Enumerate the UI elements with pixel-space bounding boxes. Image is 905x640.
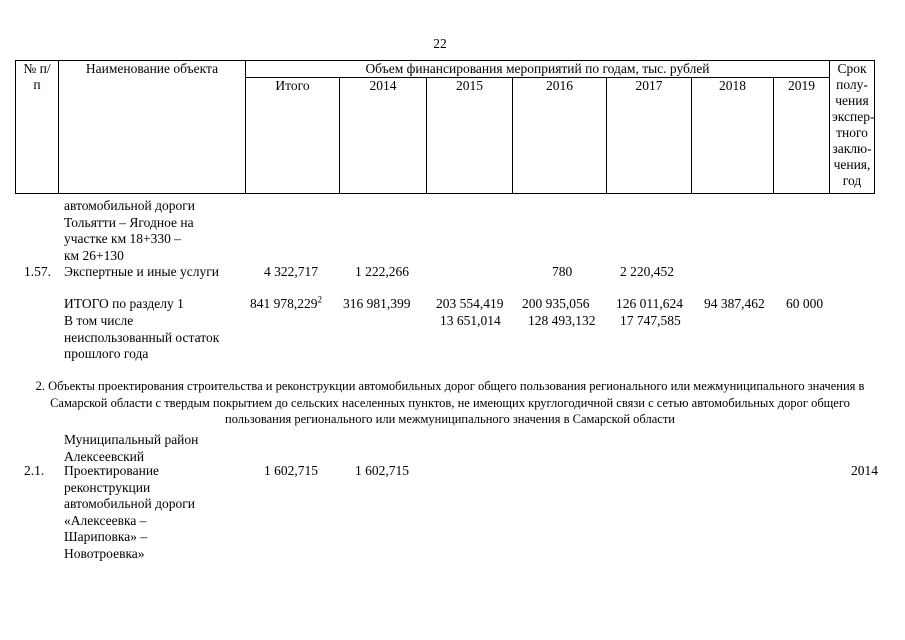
incl-row-2016: 128 493,132 — [528, 313, 596, 328]
row-157-num: 1.57. — [24, 264, 51, 279]
text-line: Тольятти – Ягодное на — [64, 214, 194, 230]
row-21-deadline: 2014 — [851, 463, 878, 478]
total-row-2014: 316 981,399 — [343, 296, 411, 311]
total-row-label: ИТОГО по разделу 1 — [64, 296, 184, 311]
header-year-2014 — [340, 78, 427, 194]
text-line: Шариповка» – — [64, 529, 148, 544]
text-line: Проектирование — [64, 463, 160, 478]
header-year-2015 — [427, 78, 513, 194]
row-157-name: Экспертные и иные услуги — [64, 264, 219, 279]
text-line: км 26+130 — [64, 247, 124, 263]
header-num-label: № п/п — [23, 61, 51, 92]
text-line: неиспользованный остаток — [64, 329, 220, 345]
text-line: автомобильной дороги — [64, 198, 195, 213]
header-funding-group — [246, 61, 830, 78]
section-2-title: 2. Объекты проектирования строительства и реконструкции автомобильных дорог общего пользования регионального или межмуниципального значения в Самарской области с твердым покрытием до сельских населенных пунктов, не имеющих круглогодичной связи с сетью автомобильных дорог общего пользования регионального или межмуниципального значения в Самарской области — [35, 379, 865, 426]
row-21-name — [64, 463, 195, 562]
year-label: 2016 — [546, 78, 573, 93]
year-label: 2015 — [456, 78, 483, 93]
text-line: В том числе — [64, 313, 134, 328]
continued-object-name — [64, 198, 195, 264]
incl-row-2017: 17 747,585 — [620, 313, 681, 328]
row-21-district — [64, 432, 198, 465]
year-label: Итого — [275, 78, 310, 93]
footnote-marker: 2 — [317, 294, 322, 305]
header-year-2018 — [692, 78, 774, 194]
text-line: «Алексеевка – — [64, 512, 147, 528]
total-row-total — [250, 296, 322, 313]
header-num — [16, 61, 59, 194]
incl-row-2015: 13 651,014 — [440, 313, 501, 328]
header-name — [59, 61, 246, 194]
text-line: реконструкции — [64, 479, 151, 495]
text-line: прошлого года — [64, 346, 149, 361]
row-157-2016: 780 — [552, 264, 573, 279]
row-21-2014: 1 602,715 — [355, 463, 409, 478]
year-label: 2014 — [369, 78, 397, 93]
header-year-2017 — [607, 78, 692, 194]
text-line: Новотроевка» — [64, 545, 145, 561]
incl-row-label — [64, 313, 219, 363]
total-row-2016: 200 935,056 — [522, 296, 590, 311]
text-line: Алексеевский — [64, 448, 145, 464]
row-157-total: 4 322,717 — [264, 264, 318, 279]
year-label: 2018 — [719, 78, 746, 93]
total-row-2019: 60 000 — [786, 296, 824, 311]
header-funding-label: Объем финансирования мероприятий по годам, тыс. рублей — [365, 61, 710, 76]
header-year-2016 — [513, 78, 607, 194]
page-number: 22 — [433, 36, 447, 51]
year-label: 2019 — [788, 78, 815, 93]
total-row-2018: 94 387,462 — [704, 296, 765, 311]
header-year-total — [246, 78, 340, 194]
table-header — [15, 60, 875, 194]
text-line: автомобильной дороги — [64, 496, 195, 511]
total-value: 841 978,229 — [250, 296, 318, 311]
row-157-2017: 2 220,452 — [620, 264, 674, 279]
text-line: Муниципальный район — [64, 432, 199, 447]
header-name-label: Наименование объекта — [85, 61, 219, 76]
row-157-2014: 1 222,266 — [355, 264, 409, 279]
total-row-2015: 203 554,419 — [436, 296, 504, 311]
row-21-total: 1 602,715 — [264, 463, 318, 478]
row-21-num: 2.1. — [24, 463, 45, 478]
header-deadline-label: Срок полу-чения экспер-тного заклю-чения, год — [832, 61, 875, 188]
header-year-2019 — [774, 78, 830, 194]
text-line: участке км 18+330 – — [64, 231, 181, 246]
year-label: 2017 — [635, 78, 663, 93]
total-row-2017: 126 011,624 — [616, 296, 683, 311]
header-deadline — [830, 61, 875, 194]
